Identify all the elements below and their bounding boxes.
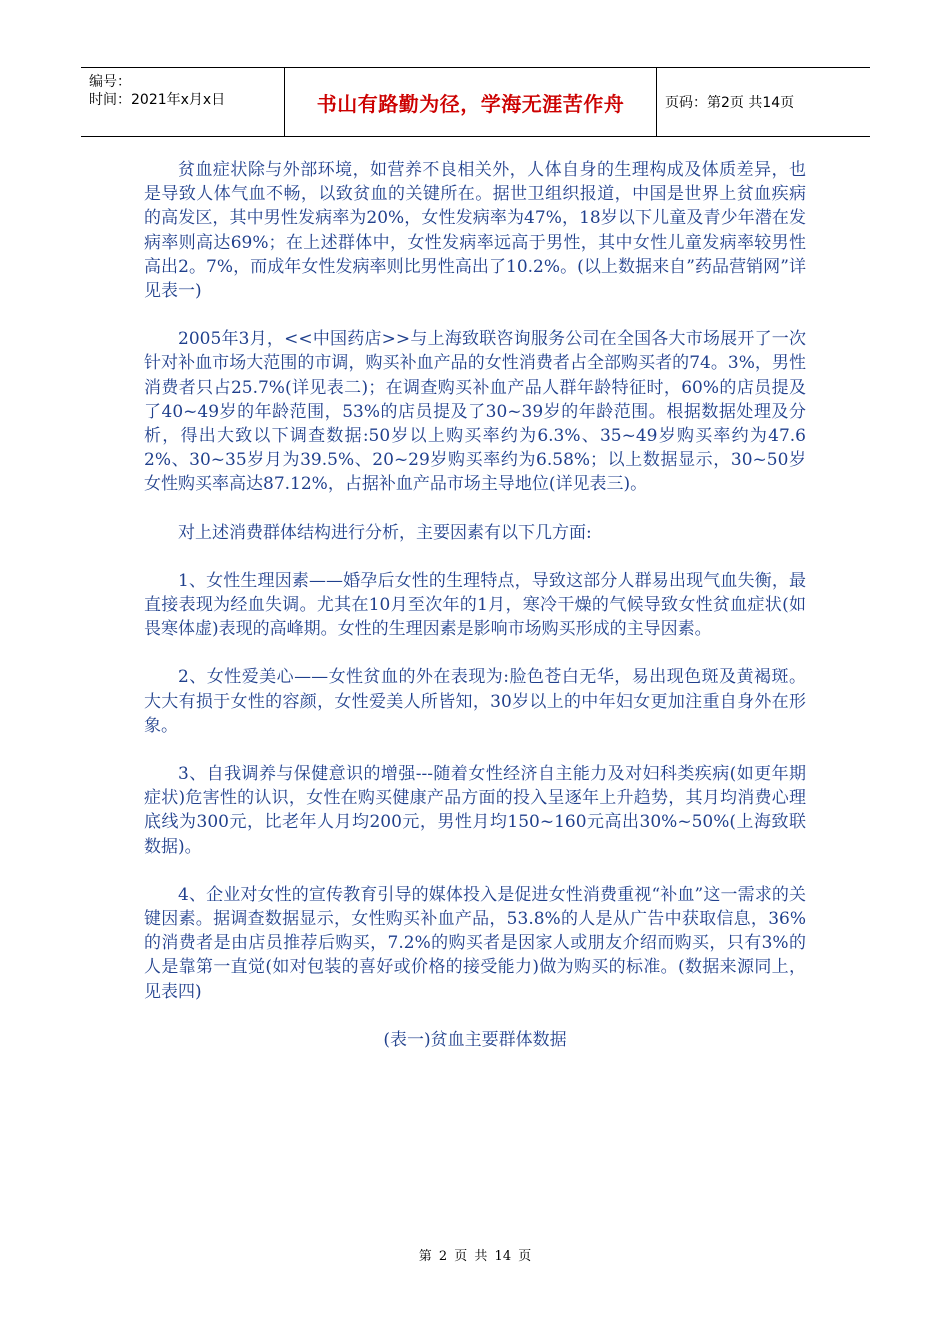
paragraph-factor-1: 1、女性生理因素——婚孕后女性的生理特点，导致这部分人群易出现气血失衡，最直接表现为经血失调。尤其在10月至次年的1月，寒冷干燥的气候导致女性贫血症状(如畏寒体虚)表现的高峰期。女性的生理因素是影响市场购买形成的主导因素。: [144, 570, 806, 640]
header-motto: 书山有路勤为径，学海无涯苦作舟: [285, 68, 657, 136]
paragraph-anemia-overview: 贫血症状除与外部环境，如营养不良相关外，人体自身的生理构成及体质差异，也是导致人体气血不畅，以致贫血的关键所在。据世卫组织报道，中国是世界上贫血疾病的高发区，其中男性发病率为20%，女性发病率为47%，18岁以下儿童及青少年潜在发病率则高达69%；在上述群体中，女性发病率远高于男性，其中女性儿童发病率较男性高出2。7%，而成年女性发病率则比男性高出了10.2%。(以上数据来自”药品营销网”详见表一): [144, 160, 806, 302]
document-body: [144, 158, 806, 1076]
paragraph-factor-3: 3、自我调养与保健意识的增强---随着女性经济自主能力及对妇科类疾病(如更年期症状)危害性的认识，女性在购买健康产品方面的投入呈逐年上升趋势，其月均消费心理底线为300元，比老年人月均200元，男性月均150~160元高出30%~50%(上海致联数据)。: [144, 764, 806, 857]
page-footer: 第 2 页 共 14 页: [418, 1249, 532, 1264]
paragraph-factor-2: 2、女性爱美心——女性贫血的外在表现为:脸色苍白无华，易出现色斑及黄褐斑。大大有损于女性的容颜，女性爱美人所皆知，30岁以上的中年妇女更加注重自身外在形象。: [144, 667, 806, 736]
header-page-info: 页码：第2页 共14页: [665, 95, 795, 111]
page-header: [81, 67, 870, 137]
paragraph-factor-4: 4、企业对女性的宣传教育引导的媒体投入是促进女性消费重视“补血”这一需求的关键因素。据调查数据显示，女性购买补血产品，53.8%的人是从广告中获取信息，36%的消费者是由店员推荐后购买，7.2%的购买者是因家人或朋友介绍而购买，只有3%的人是靠第一直觉(如对包装的喜好或价格的接受能力)做为购买的标准。(数据来源同上，见表四): [144, 884, 806, 1002]
document-date: 时间：2021年x月x日: [89, 92, 226, 108]
header-meta: [81, 68, 285, 136]
paragraph-analysis-intro: 对上述消费群体结构进行分析，主要因素有以下几方面:: [178, 522, 592, 543]
paragraph-market-survey: 2005年3月，<<中国药店>>与上海致联咨询服务公司在全国各大市场展开了一次针对补血市场大范围的市调，购买补血产品的女性消费者占全部购买者的74。3%，男性消费者只占25.7%(详见表二)；在调查购买补血产品人群年龄特征时，60%的店员提及了40~49岁的年龄范围，53%的店员提及了30~39岁的年龄范围。根据数据处理及分析，得出大致以下调查数据:50岁以上购买率约为6.3%、35~49岁购买率约为47.62%、30~35岁月为39.5%、20~29岁购买率约为6.58%；以上数据显示，30~50岁女性购买率高达87.12%，占据补血产品市场主导地位(详见表三)。: [144, 329, 806, 495]
table-caption: (表一)贫血主要群体数据: [383, 1029, 567, 1050]
document-number: 编号：: [89, 74, 131, 90]
